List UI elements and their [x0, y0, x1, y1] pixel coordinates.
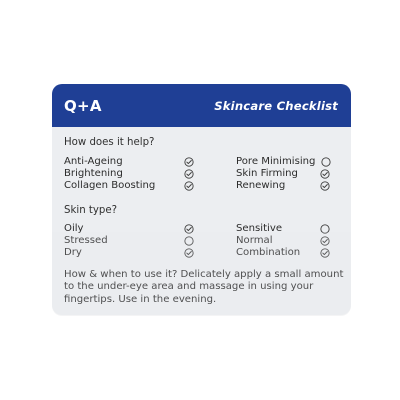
- reflection-fade: [52, 316, 351, 400]
- help-question: How does it help?: [64, 137, 155, 148]
- checklist-item: [64, 235, 194, 247]
- check-circle-icon: [320, 181, 330, 191]
- checklist-item-label: Pore Minimising: [236, 156, 316, 167]
- checklist-item: [236, 168, 330, 180]
- checklist-item: [236, 223, 330, 235]
- benefits-right-list: [236, 156, 330, 192]
- checklist-item: [64, 247, 194, 259]
- checklist-item: [236, 247, 330, 259]
- check-circle-icon: [320, 236, 330, 246]
- brand-logo: Q+A: [64, 96, 102, 115]
- skin-left-list: [64, 223, 194, 259]
- checklist-item-label: Sensitive: [236, 223, 283, 234]
- skincare-checklist-card: [52, 84, 351, 315]
- checklist-item-label: Brightening: [64, 168, 123, 179]
- checklist-item-label: Collagen Boosting: [64, 180, 156, 191]
- skin-type-question: Skin type?: [64, 205, 118, 216]
- usage-instructions: How & when to use it? Delicately apply a small amount to the under-eye area and massage in using your fingertips. Use in the evening.: [64, 269, 344, 305]
- card-title: Skincare Checklist: [214, 98, 338, 113]
- checklist-item-label: Stressed: [64, 235, 108, 246]
- card-body: [52, 127, 351, 315]
- benefits-left-list: [64, 156, 194, 192]
- check-circle-icon: [320, 248, 330, 258]
- empty-circle-icon: [184, 236, 194, 246]
- checklist-item-label: Dry: [64, 247, 82, 258]
- empty-circle-icon: [320, 224, 330, 234]
- empty-circle-icon: [321, 157, 331, 167]
- check-circle-icon: [184, 169, 194, 179]
- checklist-item: [236, 156, 330, 168]
- check-circle-icon: [184, 224, 194, 234]
- checklist-item-label: Renewing: [236, 180, 286, 191]
- checklist-item: [64, 180, 194, 192]
- checklist-item: [64, 156, 194, 168]
- checklist-item: [64, 168, 194, 180]
- checklist-item-label: Oily: [64, 223, 84, 234]
- checklist-item-label: Anti-Ageing: [64, 156, 123, 167]
- check-circle-icon: [184, 157, 194, 167]
- checklist-item: [236, 235, 330, 247]
- card-header: [52, 84, 351, 127]
- check-circle-icon: [184, 248, 194, 258]
- checklist-item-label: Skin Firming: [236, 168, 298, 179]
- checklist-item-label: Normal: [236, 235, 273, 246]
- check-circle-icon: [320, 169, 330, 179]
- checklist-item-label: Combination: [236, 247, 301, 258]
- skin-right-list: [236, 223, 330, 259]
- check-circle-icon: [184, 181, 194, 191]
- checklist-item: [236, 180, 330, 192]
- checklist-item: [64, 223, 194, 235]
